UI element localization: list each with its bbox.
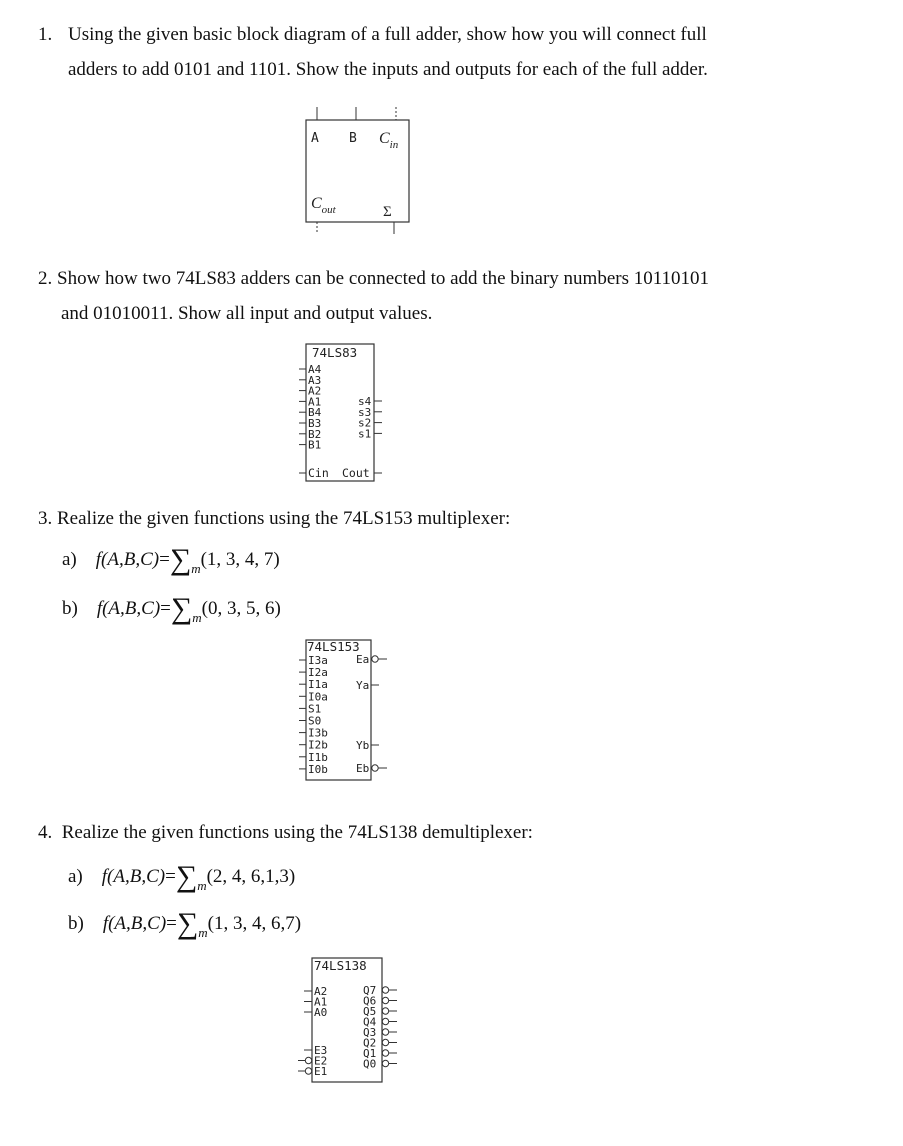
func-args: (A,B,C) [107,866,166,887]
pin-bubble-q2 [382,1039,388,1045]
pin-a0: A0 [314,1006,328,1019]
question-number: 4. [38,822,53,843]
func-name: f [102,913,109,934]
pin-e2: E2 [314,1054,328,1068]
pin-s2: s2 [358,416,372,430]
pin-bubble-e1 [305,1068,311,1074]
label-cin: $C_{in}$ [379,130,399,151]
pin-q5: Q5 [363,1005,377,1018]
pin-ya: Ya [356,679,370,692]
question-3 [38,501,510,536]
func-name: f [96,598,103,619]
pin-i2a: I2a [308,666,328,680]
function-3b [62,592,281,626]
full-adder-block-diagram [300,104,415,236]
pin-s1: s1 [358,427,372,441]
pin-eb-bubble [372,765,378,771]
pin-bubble-e2 [305,1057,311,1063]
pin-s4: s4 [358,395,372,408]
left-pins [299,654,328,776]
function-4a [68,860,295,894]
pin-yb: Yb [356,739,370,752]
pin-a3: A3 [308,373,322,387]
item-label: a) [62,549,77,570]
chip-74ls83 [296,343,386,483]
minterms: (1, 3, 4, 6,7) [207,913,302,934]
question-number: 2. [38,268,53,289]
question-1 [38,17,52,52]
label-sum: Σ [383,204,392,220]
question-2-line-2: and 01010011. Show all input and output values. [61,303,433,324]
pin-i1b: I1b [308,750,328,764]
pin-a1: A1 [308,395,322,409]
pin-i0b: I0b [308,762,328,776]
sigma-symbol: ∑ [170,592,193,625]
sigma-symbol: ∑ [169,543,192,576]
pin-bubble-q7 [382,987,388,993]
sigma-subscript: m [197,878,207,893]
pin-q7: Q7 [363,984,377,997]
pin-eb: Eb [356,762,370,775]
pin-a2: A2 [314,985,328,998]
pin-a2: A2 [308,384,322,398]
equals: = [160,598,171,619]
sigma-symbol: ∑ [175,860,198,893]
func-name: f [95,549,102,570]
function-4b [68,907,301,941]
label-b: B [349,131,357,146]
pin-e3: E3 [314,1044,328,1057]
pin-s1: S1 [308,702,322,716]
pin-e1: E1 [314,1065,328,1078]
question-4-text: Realize the given functions using the 74LS138 demultiplexer: [61,822,533,843]
pin-i0a: I0a [308,690,328,704]
pin-a1: A1 [314,995,328,1009]
func-args: (A,B,C) [102,598,161,619]
question-number: 1. [38,24,53,45]
func-args: (A,B,C) [108,913,167,934]
item-label: a) [68,866,83,887]
func-args: (A,B,C) [101,549,160,570]
pin-q3: Q3 [363,1026,377,1039]
question-4 [38,815,533,850]
chip-title: 74LS83 [312,345,358,360]
equals: = [166,913,177,934]
question-1-line-1: Using the given basic block diagram of a full adder, show how you will connect full [68,24,707,45]
right-pins [358,395,382,440]
enable-pins [298,1044,327,1078]
address-pins [304,985,327,1019]
chip-74ls153 [296,638,396,783]
chip-title: 74LS153 [307,639,360,654]
pin-q4: Q4 [363,1015,377,1029]
pin-q2: Q2 [363,1036,377,1050]
func-name: f [101,866,108,887]
minterms: (1, 3, 4, 7) [200,549,280,570]
question-number: 3. [38,508,53,529]
sigma-subscript: m [192,610,202,625]
output-pins [363,984,397,1071]
chip-74ls138 [296,956,406,1086]
pin-s3: s3 [358,405,372,419]
item-label: b) [62,598,78,619]
pin-bubble-q0 [382,1060,388,1066]
label-a: A [311,131,319,146]
pin-ea: Ea [356,653,370,666]
pin-s0: S0 [308,714,322,728]
pin-bubble-q1 [382,1050,388,1056]
chip-title: 74LS138 [314,958,367,973]
equals: = [159,549,170,570]
minterms: (2, 4, 6,1,3) [206,866,296,887]
pin-q1: Q1 [363,1047,377,1060]
question-2-line-1: Show how two 74LS83 adders can be connected to add the binary numbers 10110101 [57,268,710,289]
cin-label: Cin [308,466,329,480]
pin-bubble-q4 [382,1018,388,1024]
pin-i3b: I3b [308,726,328,740]
question-1-text [68,17,888,87]
pin-bubble-q6 [382,997,388,1003]
pin-bubble-q5 [382,1008,388,1014]
pin-i2b: I2b [308,738,328,752]
function-3a [62,543,280,577]
pin-a4: A4 [308,363,322,376]
pin-q6: Q6 [363,994,377,1008]
sigma-symbol: ∑ [176,907,199,940]
left-pins [299,363,322,452]
pin-q0: Q0 [363,1057,377,1071]
pin-b2: B2 [308,427,322,441]
question-2 [38,261,878,331]
pin-i3a: I3a [308,654,328,667]
question-3-text: Realize the given functions using the 74LS153 multiplexer: [57,508,511,529]
item-label: b) [68,913,84,934]
question-1-line-2: adders to add 0101 and 1101. Show the inputs and outputs for each of the full adder. [68,59,708,80]
pin-ea-bubble [372,656,378,662]
pin-i1a: I1a [308,678,328,692]
label-cout: $C_{out}$ [311,195,336,216]
pin-b3: B3 [308,417,322,430]
sigma-subscript: m [198,925,208,940]
cout-label: Cout [342,466,370,480]
minterms: (0, 3, 5, 6) [201,598,281,619]
pin-bubble-q3 [382,1029,388,1035]
sigma-subscript: m [191,561,201,576]
pin-b1: B1 [308,438,322,452]
equals: = [165,866,176,887]
pin-b4: B4 [308,406,322,420]
